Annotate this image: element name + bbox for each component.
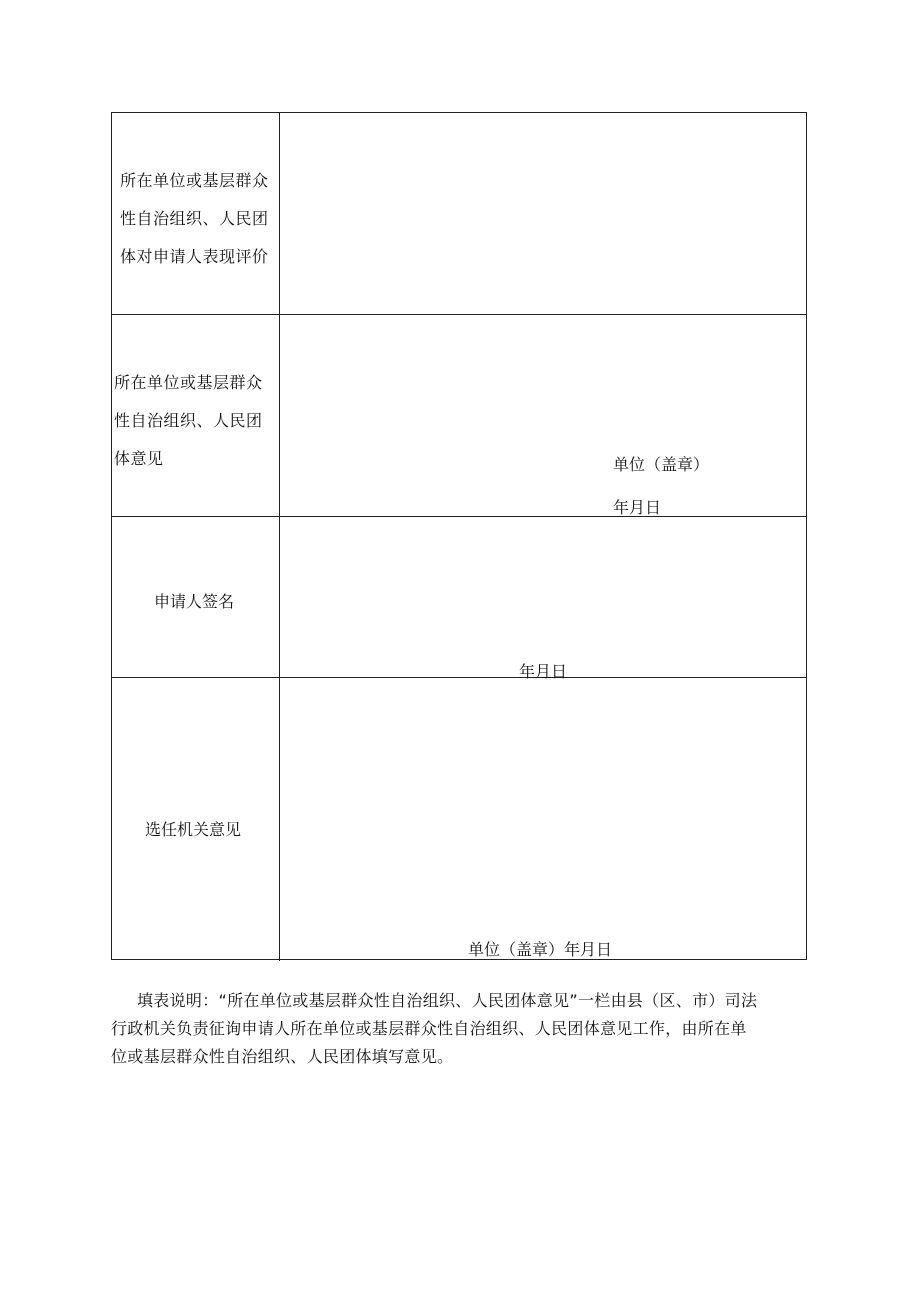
instructions-line: 填表说明：“所在单位或基层群众性自治组织、人民团体意见”一栏由县（区、市）司法 xyxy=(137,991,758,1010)
signature-label: 申请人签名 xyxy=(154,592,235,611)
authority-label-cell xyxy=(112,678,280,961)
signature-content-field[interactable] xyxy=(280,517,806,681)
evaluation-label-line: 体对申请人表现评价 xyxy=(120,247,269,266)
opinion-label-cell xyxy=(112,315,280,516)
evaluation-label xyxy=(120,162,269,276)
evaluation-row xyxy=(112,113,806,315)
opinion-label-line: 性自治组织、人民团 xyxy=(114,411,263,430)
signature-row xyxy=(112,517,806,681)
evaluation-label-line: 性自治组织、人民团 xyxy=(120,209,269,228)
opinion-date-label: 年月日 xyxy=(613,498,662,517)
opinion-label-line: 所在单位或基层群众 xyxy=(114,373,263,392)
authority-row xyxy=(112,678,806,961)
authority-content-field[interactable] xyxy=(280,678,806,961)
instructions-line: 位或基层群众性自治组织、人民团体填写意见。 xyxy=(111,1047,454,1066)
authority-stamp-date-label: 单位（盖章）年月日 xyxy=(468,940,613,959)
opinion-content-field[interactable] xyxy=(280,315,806,516)
signature-date-label: 年月日 xyxy=(519,662,568,681)
evaluation-content-field[interactable] xyxy=(280,113,806,314)
opinion-stamp-label: 单位（盖章） xyxy=(613,455,710,474)
signature-label-cell xyxy=(112,517,280,677)
opinion-label-line: 体意见 xyxy=(114,449,164,468)
evaluation-label-line: 所在单位或基层群众 xyxy=(120,171,269,190)
application-form-table xyxy=(111,112,807,960)
opinion-row xyxy=(112,315,806,517)
instructions-line: 行政机关负责征询申请人所在单位或基层群众性自治组织、人民团体意见工作，由所在单 xyxy=(111,1019,747,1038)
form-instructions xyxy=(111,987,811,1071)
authority-label: 选任机关意见 xyxy=(145,820,242,839)
evaluation-label-cell xyxy=(112,113,280,314)
opinion-label xyxy=(114,364,263,478)
